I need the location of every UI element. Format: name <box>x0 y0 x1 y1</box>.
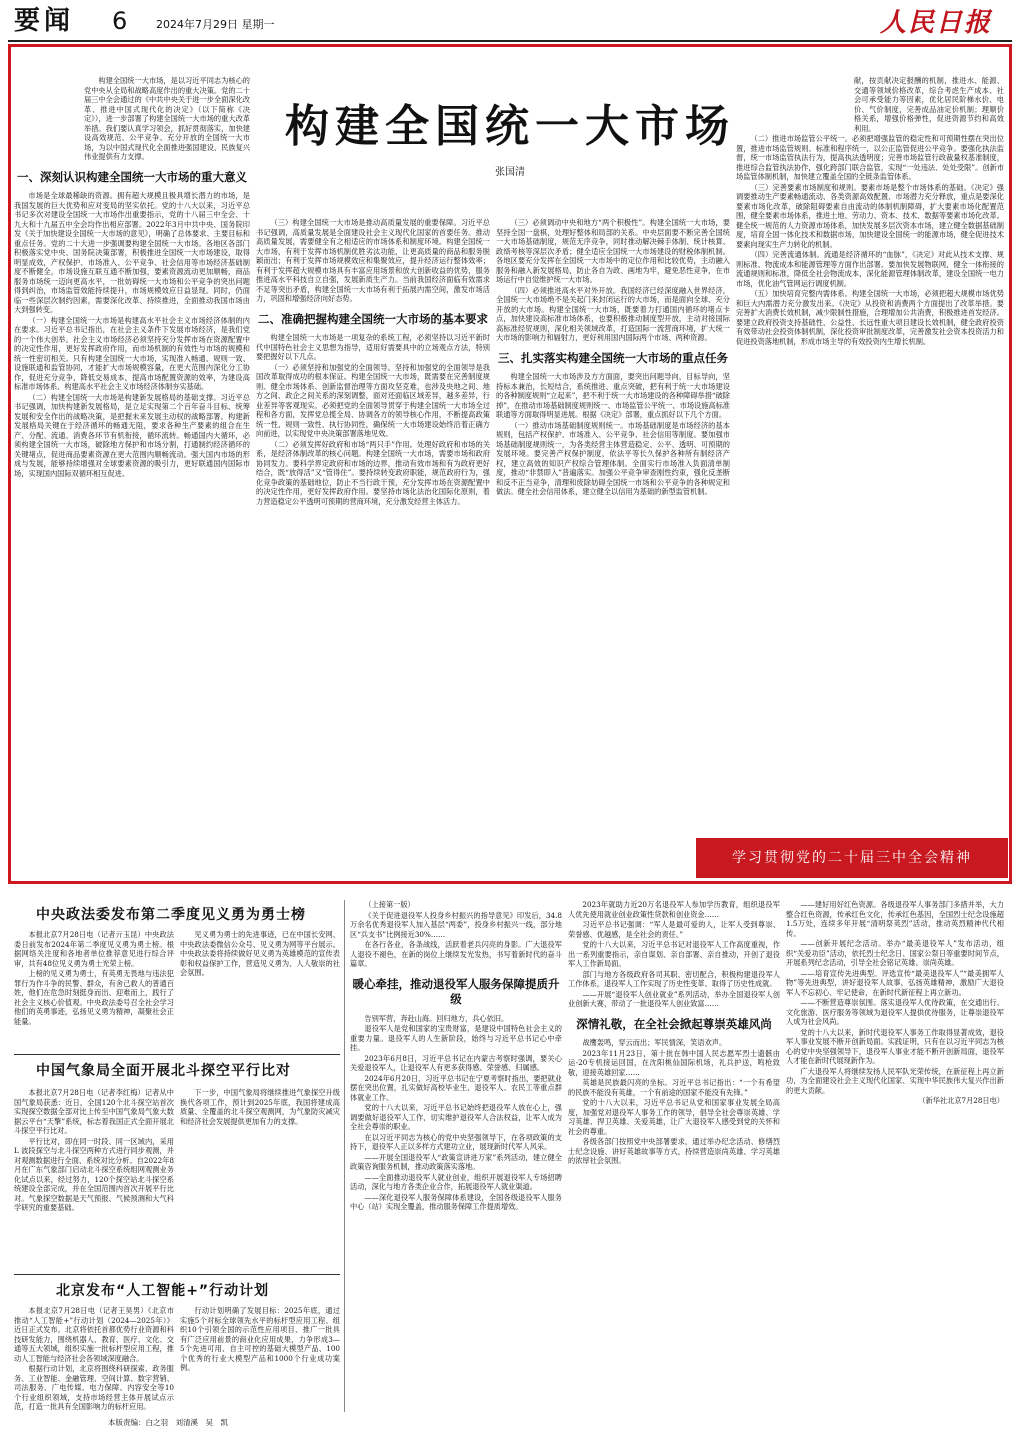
body-paragraph: 英雄是民族最闪亮的坐标。习近平总书记指出：“一个有希望的民族不能没有英雄，一个有前途的国家不能没有先锋。” <box>568 1078 780 1097</box>
news1-title: 中央政法委发布第二季度见义勇为勇士榜 <box>36 907 306 923</box>
body-paragraph: 习近平总书记强调：“军人是最可爱的人，让军人受到尊崇、荣誉感、优越感，是全社会的责任。” <box>568 920 780 939</box>
column-divider <box>344 900 345 1412</box>
body-paragraph: 2023年6月8日，习近平总书记在内蒙古考察时强调，要关心关爱退役军人，让退役军人有更多获得感、荣誉感、归属感。 <box>350 1053 562 1073</box>
body-paragraph: ——开展“退役军人创业就业”系列活动，举办全国退役军人创业创新大赛，带动了一批退役军人创业致富…… <box>568 989 780 1008</box>
body-paragraph: ——培育宣传先进典型。评选宣传“最美退役军人”“最美拥军人物”等先进典型，讲好退役军人故事，弘扬英雄精神，激励广大退役军人不忘初心、牢记使命，在新时代新征程上再立新功。 <box>786 968 1004 997</box>
body-paragraph: （四）完善流通体制。流通是经济循环的“血脉”，《决定》对此从技术支撑、规则标准、物流成本和能源管理等方面作出部署。要加快发展物联网，健全一体衔接的流通规则和标准，降低全社会物流成本，深化能源管理体制改革，建设全国统一电力市场，优化油气管网运行调度机制。 <box>736 250 1004 288</box>
feature-column-1 <box>14 76 250 831</box>
body-paragraph: （一）必须坚持和加强党的全面领导。坚持和加强党的全面领导是我国改革取得成功的根本保证。构建全国统一大市场，既需要在完善制度规则、健全市场体系、创新监督治理等方面攻坚克难，也涉及央地之间、地方之间、政企之间关系的深刻调整，面对还面临区域差异，越多差异，行业差异等客观现实。必须把党的全面领导贯穿于构建全国统一大市场全过程和各方面，发挥党总揽全局、协调各方的领导核心作用，不断提高政策统一性、规则一致性、执行协同性，确保统一大市场建设始终沿着正确方向前进，以实现党中央决策部署落地见效。 <box>256 362 490 439</box>
feature-title: 构建全国统一大市场 <box>285 101 735 152</box>
body-paragraph: 党的十八大以来，习近平总书记始终把退役军人放在心上，强调要做好退役军人工作，切实维护退役军人合法权益，让军人成为全社会尊崇的职业。 <box>350 1103 562 1132</box>
body-paragraph: ——建好用好红色资源。各级退役军人事务部门多措并举，大力整合红色资源，传承红色文化，传承红色基因，全国烈士纪念设施超1.5万处，连续多年开展“清明祭英烈”活动，推动英烈精神代代相传。 <box>786 900 1004 938</box>
section-heading-2: 二、准确把握构建全国统一大市场的基本要求 <box>258 311 488 326</box>
body-paragraph: 战鹰轰鸣，穿云而出；军民情深，笑语欢声。 <box>582 1038 727 1048</box>
body-paragraph: 本报北京7月28日电（记者李红梅）记者从中国气象局获悉：近日，全国120个北斗探空站首次实现探空数据全部对比上传至中国气象局气象大数据云平台“天擎”系统，标志着我国正式全面开展北斗探空平行比对。 <box>14 1088 174 1135</box>
body-paragraph: 献，按贡献决定报酬的机制，推进水、能源、交通等领域价格改革，综合考虑生产成本、社会可承受能力等因素，优化居民阶梯水价、电价、气价制度，完善成品油定价机制；理顺价格关系，增强价格弹性，促进资源节约和高效利用。 <box>854 76 1004 133</box>
body-paragraph: 2023年就助力近20万名退役军人参加学历教育，组织退役军人优先使用就业创业政策性贷款和创业资金…… <box>568 900 780 919</box>
body-paragraph: 2023年11月23日，第十批在韩中国人民志愿军烈士遗骸由运-20专机接运回国，在沈阳桃仙国际机场，礼兵护送，鸣枪致敬，迎接英雄回家…… <box>568 1048 780 1077</box>
body-paragraph: 见义勇为勇士的先进事迹，已在中国长安网、中央政法委微信公众号、见义勇为网等平台展示。中央政法委将持续做好见义勇为英雄模范的宣传表彰和权益保护工作，营造见义勇为、人人敬崇的社会氛围。 <box>180 930 340 977</box>
section-heading-3: 三、扎实落实构建全国统一大市场的重点任务 <box>498 350 728 365</box>
news3-col-1 <box>14 1306 174 1412</box>
body-paragraph: 市场是全球最稀缺的资源。拥有超大规模且极具增长潜力的市场，是我国发展的巨大优势和应对变局的坚实依托。党的十八大以来，习近平总书记多次对建设全国统一大市场作出重要指示，党的十八届三中全会、十九大和十九届五中全会均作出相应部署。2022年3月中共中央、国务院印发《关于加快建设全国统一大市场的意见》，明确了总体要求、主要目标和重点任务。党的二十大进一步强调要构建全国统一大市场。各地区各部门积极落实党中央、国务院决策部署，积极推进全国统一大市场建设，取得明显成效，产权保护、市场准入、公平竞争、社会信用等市场经济基础制度不断健全，市场设施互联互通不断加强，要素资源流动更加顺畅，商品服务市场统一迈向更高水平，一批妨碍统一大市场和公平竞争的突出问题得到纠治，市场监管效能持续提升，市场规模效应日益显现。同时，仍面临一些深层次制约因素，需要深化改革、持续推进，全面推动我国市场由大到强转变。 <box>14 191 250 315</box>
news1-col-1 <box>14 930 174 1050</box>
body-paragraph: 各级各部门按照党中央部署要求，通过举办纪念活动、修缮烈士纪念设施、讲好英雄故事等方式，持续营造崇尚英雄、学习英雄的浓厚社会氛围。 <box>568 1137 780 1166</box>
news-divider <box>14 1274 340 1275</box>
news3-col-2 <box>180 1306 340 1412</box>
body-paragraph: 退役军人是党和国家的宝贵财富，是建设中国特色社会主义的重要力量。退役军人的人生新阶段，始终与习近平总书记心中牵挂。 <box>350 1024 562 1053</box>
body-paragraph: （三）必须调动中央和地方“两个积极性”。构建全国统一大市场，要坚持全国一盘棋，处理好整体和局部的关系。中央层面要不断完善全国统一大市场基础制度，规范无序竞争，同时推动解决棘手体制、统计核算、政绩考核等深层次矛盾；健全适应全国统一大市场建设的财税体制机制。各地区要充分发挥在全国统一大市场中的定位作用和比较优势，主动融入服务和融入新发展格局，防止各自为政、画地为牢，避免恶性竞争，在市场运行中自觉维护统一大市场。 <box>496 218 730 284</box>
body-paragraph: 在以习近平同志为核心的党中央坚强领导下，在各项政策的支持下，退役军人正以多样方式建功立业，展现新时代军人风采。 <box>350 1132 562 1152</box>
body-paragraph: （三）完善要素市场制度和规则。要素市场是整个市场体系的基础。《决定》强调要推动生产要素畅通流动、各类资源高效配置、市场潜力充分释放，重点是要深化要素市场化改革，破除阻碍要素自由流动的体制机制障碍，扩大要素市场化配置范围，健全要素市场体系，推进土地、劳动力、资本、技术、数据等要素市场化改革。健全统一规范的人力资源市场体系，加快发展多层次资本市场，建立健全数据基础制度，培育全国一体化技术和数据市场，加快建设全国统一的能源市场，健全促进技术要素向现实生产力转化的机制。 <box>736 182 1004 249</box>
feature-column-2 <box>256 218 490 831</box>
section-heading-1: 一、深刻认识构建全国统一大市场的重大意义 <box>17 169 247 184</box>
veterans-heading-1: 暖心牵挂，推动退役军人服务保障提质升级 <box>352 976 560 1007</box>
news2-col-1 <box>14 1088 174 1270</box>
body-paragraph: （上接第一版） <box>364 900 415 909</box>
body-paragraph: 告别军营，奔赴山海。回归地方，兵心依旧。 <box>364 1013 509 1023</box>
body-paragraph: ——深化退役军人服务保障体系建设，全国各级退役军人服务中心（站）实现全覆盖，推动服务保障工作提质增效。 <box>350 1192 562 1212</box>
campaign-banner: 学习贯彻党的二十届三中全会精神 <box>696 838 1008 878</box>
veterans-column-1 <box>350 900 562 1412</box>
lead-paragraphs <box>14 76 250 162</box>
news1-col-2 <box>180 930 340 1050</box>
page-number: 6 <box>112 7 128 35</box>
body-paragraph: ——创新开展纪念活动。举办“最美退役军人”发布活动，组织“关爱功臣”活动，依托烈士纪念日、国家公祭日等重要时间节点，开展系列纪念活动，引导全社会铭记英雄、崇尚英雄。 <box>786 939 1004 967</box>
body-paragraph: 党的十八大以来，习近平总书记从党和国家事业发展全局高度，加强党对退役军人事务工作的领导，倡导全社会尊崇英雄、学习英雄、捍卫英雄、关爱英雄，让广大退役军人感受到党的关怀和社会的尊重。 <box>568 1098 780 1136</box>
body-paragraph: 《关于促进退役军人投身乡村振兴的指导意见》印发后，34.8万余名优秀退役军人加入基层“两委”，投身乡村振兴一线，部分地区“兵支书”比例接近30%…… <box>350 910 562 939</box>
body-paragraph: （二）推进市场监管公平统一。必须把增强监管的稳定性和可预期性摆在突出位置，推进市场监管规则、标准和程序统一，以公正监管促进公平竞争。要强化执法监督，统一市场监管执法行为，提高执法透明度；完善市场监管行政裁量权基准制度，推进综合监管执法协作，强化跨部门联合监管，实现“一处违法、处处受限”。创新市场监管体制机制，加快建立覆盖全国的全链条监管体系。 <box>736 134 1004 181</box>
body-paragraph: ——开展全国退役军人“政策宣讲进万家”系列活动，建立健全政策咨询服务机制，推动政策落实落地。 <box>350 1152 562 1172</box>
body-paragraph: 部门与地方各级政府各司其职、密切配合，积极构建退役军人工作体系，退役军人工作实现了历史性变革、取得了历史性成就。 <box>568 969 780 988</box>
body-paragraph: 在各行各业，各条战线，活跃着老兵闪亮的身影。广大退役军人退役不褪色，在新的岗位上继续发光发热，书写着新时代的奋斗篇章。 <box>350 940 562 968</box>
body-paragraph: （一）构建全国统一大市场是构建高水平社会主义市场经济体制的内在要求。习近平总书记指出，在社会主义条件下发展市场经济，是我们党的一个伟大创举。社会主义市场经济必须坚持充分发挥市场在资源配置中的决定性作用，更好发挥政府作用，而市场机制的有效性与市场的规模和统一性密切相关。只有构建全国统一大市场，实现准入畅通、规则一致、设施联通和监管协同，才能扩大市场规模容量，在更大范围内深化分工协作，促进充分竞争，降低交易成本，提高市场配置资源的效率，为建设高标准市场体系、构建高水平社会主义市场经济体制夯实基础。 <box>14 315 250 392</box>
body-paragraph: 党的十八大以来，新时代退役军人事务工作取得显著成效，退役军人事业发展不断开创新局面。实践证明，只有在以习近平同志为核心的党中央坚强领导下，退役军人事业才能不断开创新局面，退役军人才能在新时代展现新作为。 <box>786 1027 1004 1065</box>
feature-column-4 <box>736 76 1004 831</box>
body-paragraph: 行动计划明确了发展目标：2025年底，通过实施5个对标全球领先水平的标杆型应用工程、组织10个引领全国的示范性应用项目、推广一批具有广泛应用前景的商业化应用成果，力争形成3—5个先进可用、自主可控的基础大模型产品、100个优秀的行业大模型产品和1000个行业成功案例。 <box>180 1306 340 1372</box>
body-paragraph: 党的十八大以来，习近平总书记对退役军人工作高度重视，作出一系列重要指示，亲自谋划、亲自部署、亲自推动，开创了退役军人工作新局面。 <box>568 940 780 968</box>
issue-date: 2024年7月29日 星期一 <box>156 18 275 31</box>
body-paragraph: 上榜的见义勇为勇士，有英勇无畏地与违法犯罪行为作斗争的民警、群众，有舍己救人的普通百姓，他们在危急时刻挺身而出、迎难而上，践行了社会主义核心价值观。中央政法委号召全社会学习他们的英勇事迹，弘扬见义勇为精神，凝聚社会正能量。 <box>14 969 174 1026</box>
body-paragraph: 构建全国统一大市场是一项复杂的系统工程，必须坚持以习近平新时代中国特色社会主义思想为指导，适用好需要具中的立场观点方法，特别要把握好以下几点。 <box>256 333 490 362</box>
right-top-text <box>736 76 1004 133</box>
news2-col-2 <box>180 1088 340 1270</box>
body-paragraph: （一）推动市场基础制度规则统一。市场基础制度是市场经济的基本规则，包括产权保护、市场准入、公平竞争、社会信用等制度。要加强市场基础制度规则统一，为各类经营主体营造稳定、公平、透明、可预期的发展环境。要完善产权保护制度，依法平等长久保护各种所有制经济产权，建立高效的知识产权综合管理体制。全面实行市场准入负面清单制度，推动“非禁即入”普遍落实。加强公平竞争审查刚性约束，强化反垄断和反不正当竞争，清理和废除妨碍全国统一市场和公平竞争的各种规定和做法。健全社会信用体系，建立健全以信用为基础的新型监管机制。 <box>496 420 730 497</box>
body-paragraph: （二）构建全国统一大市场是构建新发展格局的基础支撑。习近平总书记强调，加快构建新发展格局，是立足实现第二个百年奋斗目标、统筹发展和安全作出的战略决策，是把握未来发展主动权的战略部署。构建新发展格局关键在于经济循环的畅通无阻，要求各种生产要素的组合在生产、分配、流通、消费各环节有机衔接，循环流转。畅通国内大循环，必须构建全国统一大市场，破除地方保护和市场分割，打通制约经济循环的关键堵点，促进商品要素资源在更大范围内顺畅流动。强大国内市场的形成与发展，能够持续增强对全球要素资源的吸引力，更好联通国内国际市场，实现国内国际双循环相互促进。 <box>14 392 250 478</box>
veterans-column-3 <box>786 900 1004 1412</box>
body-paragraph: （三）构建全国统一大市场是推动高质量发展的重要保障。习近平总书记强调，高质量发展是全面建设社会主义现代化国家的首要任务。推动高质量发展，需要健全有之相适应的市场体系和制度环境。构建全国统一大市场，有利于发挥市场机制优胜劣汰功能，让更高质量的商品和服务脱颖而出；有利于发挥市场规模效应和集聚效应，提升经济运行整体效率；有利于发挥超大规模市场具有丰富应用场景和放大创新收益的优势，服务推进高水平科技自立自强，发展新质生产力。当前我国经济面临有效需求不足等突出矛盾，构建全国统一大市场有利于拓展内需空间，激发市场活力，巩固和增强经济向好态势。 <box>256 218 490 303</box>
body-paragraph: 平行比对，即在同一时段、同一区域内，采用 L 波段探空与北斗探空两种方式进行同步观测，并对观测数据进行全面、系统对比分析。自2022年8月在广东气象部门启动北斗探空系统组网观测业务化试点以来，经过努力，120个探空站北斗探空系统建设全部完成，并在全国范围内首次开展平行比对。气象探空数据是天气预报、气候预测和大气科学研究的重要基础。 <box>14 1136 174 1212</box>
news3-title: 北京发布“人工智能+”行动计划 <box>56 1283 270 1299</box>
body-paragraph: 本报北京7月28日电（记者王昊男）《北京市推动“人工智能+”行动计划（2024—2025年）》近日正式发布。北京将依托首都优势行业资源和科技研发能力，围绕机器人、教育、医疗、文化、交通等五大领域，组织实施一批标杆型应用工程，推动人工智能与经济社会各领域深度融合。 <box>14 1306 174 1363</box>
body-paragraph: 根据行动计划，北京将围绕科研探索、政务服务、工业智能、金融管理、空间计算、数字营销、司法服务、广电传媒、电力保障、内容安全等10个行业组织领域，支持市场经营主体开展试点示范，打造一批具有全国影响力的标杆应用。 <box>14 1364 174 1411</box>
veterans-heading-2: 深情礼敬，在全社会掀起尊崇英雄风尚 <box>576 1016 772 1031</box>
body-paragraph: （五）加快培育完整内需体系。构建全国统一大市场，必须把超大规模市场优势和巨大内需潜力充分激发出来。《决定》从投资和消费两个方面提出了改革举措。要完善扩大消费长效机制，减少限制性措施，合理增加公共消费，积极推进首发经济。要建立政府投资支持基础性、公益性、长远性重大项目建设长效机制，健全政府投资有效带动社会投资体制机制，深化投资审批制度改革，完善激发社会资本投资活力和促进投资落地机制，形成市场主导的有效投资内生增长机制。 <box>736 289 1004 346</box>
veterans-column-2 <box>568 900 780 1412</box>
body-paragraph: ——全面推动退役军人就业创业，组织开展退役军人专场招聘活动，深化与地方各类企业合作，拓展退役军人就业渠道。 <box>350 1172 562 1192</box>
body-paragraph: 广大退役军人将继续发扬人民军队光荣传统，在新征程上再立新功，为全面建设社会主义现代化国家、实现中华民族伟大复兴作出新的更大贡献。 <box>786 1066 1004 1095</box>
page-header <box>0 0 1017 44</box>
body-paragraph: 2024年6月20日，习近平总书记在宁夏考察时指出，要把就业摆在突出位置，扎实做好高校毕业生、退役军人、农民工等重点群体就业工作。 <box>350 1073 562 1102</box>
news-divider <box>14 1054 340 1055</box>
body-paragraph: 构建全国统一大市场涉及方方面面，要突出问题导向，目标导向，坚持标本兼治，长短结合，系统推进、重点突破，把有利于统一大市场建设的各种制度规则“立起来”，把不利于统一大市场建设的各种障碍举措“破除掉”，在推动市场基础制度规则统一、市场监管公平统一、市场设施高标准联通等方面取得明显进展。根据《决定》部署，重点抓好以下几个方面。 <box>496 372 730 420</box>
newspaper-logo: 人民日报 <box>880 8 993 38</box>
body-paragraph: 本报北京7月28日电（记者亓玉昆）中央政法委日前发布2024年第二季度见义勇为勇士榜。根据网络关注度和各地者单位推荐意见进行综合评审，共有48位见义勇为勇士光荣上榜。 <box>14 930 174 968</box>
lead-paragraph: 构建全国统一大市场，是以习近平同志为核心的党中央从全局和战略高度作出的重大决策。党的二十届三中全会通过的《中共中央关于进一步全面深化改革、推进中国式现代化的决定》（以下简称《决定》），进一步部署了构建全国统一大市场的重大改革举措。我们要认真学习领会，抓好贯彻落实，加快建设高效规范、公平竞争、充分开放的全国统一大市场，为以中国式现代化全面推进强国建设、民族复兴伟业提供有力支撑。 <box>84 76 250 161</box>
body-paragraph: （四）必须推进高水平对外开放。我国经济已经深度融入世界经济，全国统一大市场绝不是关起门来封闭运行的大市场，而是面向全球、充分开放的大市场。构建全国统一大市场，既要着力打通国内循环的堵点卡点，加快建设高标准市场体系，也要积极推动制度型开放，主动对接国际高标准经贸规则，深化相关领域改革，打造国际一流营商环境，扩大统一大市场的影响力和辐射力，更好利用国内国际两个市场、两种资源。 <box>496 285 730 342</box>
section-name: 要闻 <box>14 6 75 36</box>
body-paragraph: ——不断营造尊崇氛围。落实退役军人优待政策，在交通出行、文化旅游、医疗服务等领域为退役军人提供优待服务，让尊崇退役军人成为社会风尚。 <box>786 998 1004 1026</box>
body-paragraph: （二）必须发挥好政府和市场“两只手”作用。处理好政府和市场的关系，是经济体制改革的核心问题。构建全国统一大市场，需要市场和政府协同发力。要科学界定政府和市场的边界，推动有效市场和有为政府更好结合，既“放得活”又“管得住”。要持续转变政府职能，规范政府行为，强化竞争政策的基础地位，防止不当行政干预，充分发挥市场在资源配置中的决定性作用，更好发挥政府作用。要坚持市场化法治化国际化原则，着力营造稳定公平透明可预期的营商环境，充分激发经营主体活力。 <box>256 439 490 506</box>
body-paragraph: 下一步，中国气象局将继续推进气象探空升级换代各项工作，预计到2025年底，我国将建成高质量、全覆盖的北斗探空观测网，为气象防灾减灾和经济社会发展提供更加有力的支撑。 <box>180 1088 340 1126</box>
feature-author: 张国清 <box>495 167 525 178</box>
feature-column-3 <box>496 218 730 831</box>
header-rule <box>8 40 1012 42</box>
page-editors: 本版责编：白之羽 刘清溪 吴 凯 <box>108 1418 228 1427</box>
dateline: （新华社北京7月28日电） <box>918 1096 1004 1105</box>
news2-title: 中国气象局全面开展北斗探空平行比对 <box>36 1063 291 1079</box>
